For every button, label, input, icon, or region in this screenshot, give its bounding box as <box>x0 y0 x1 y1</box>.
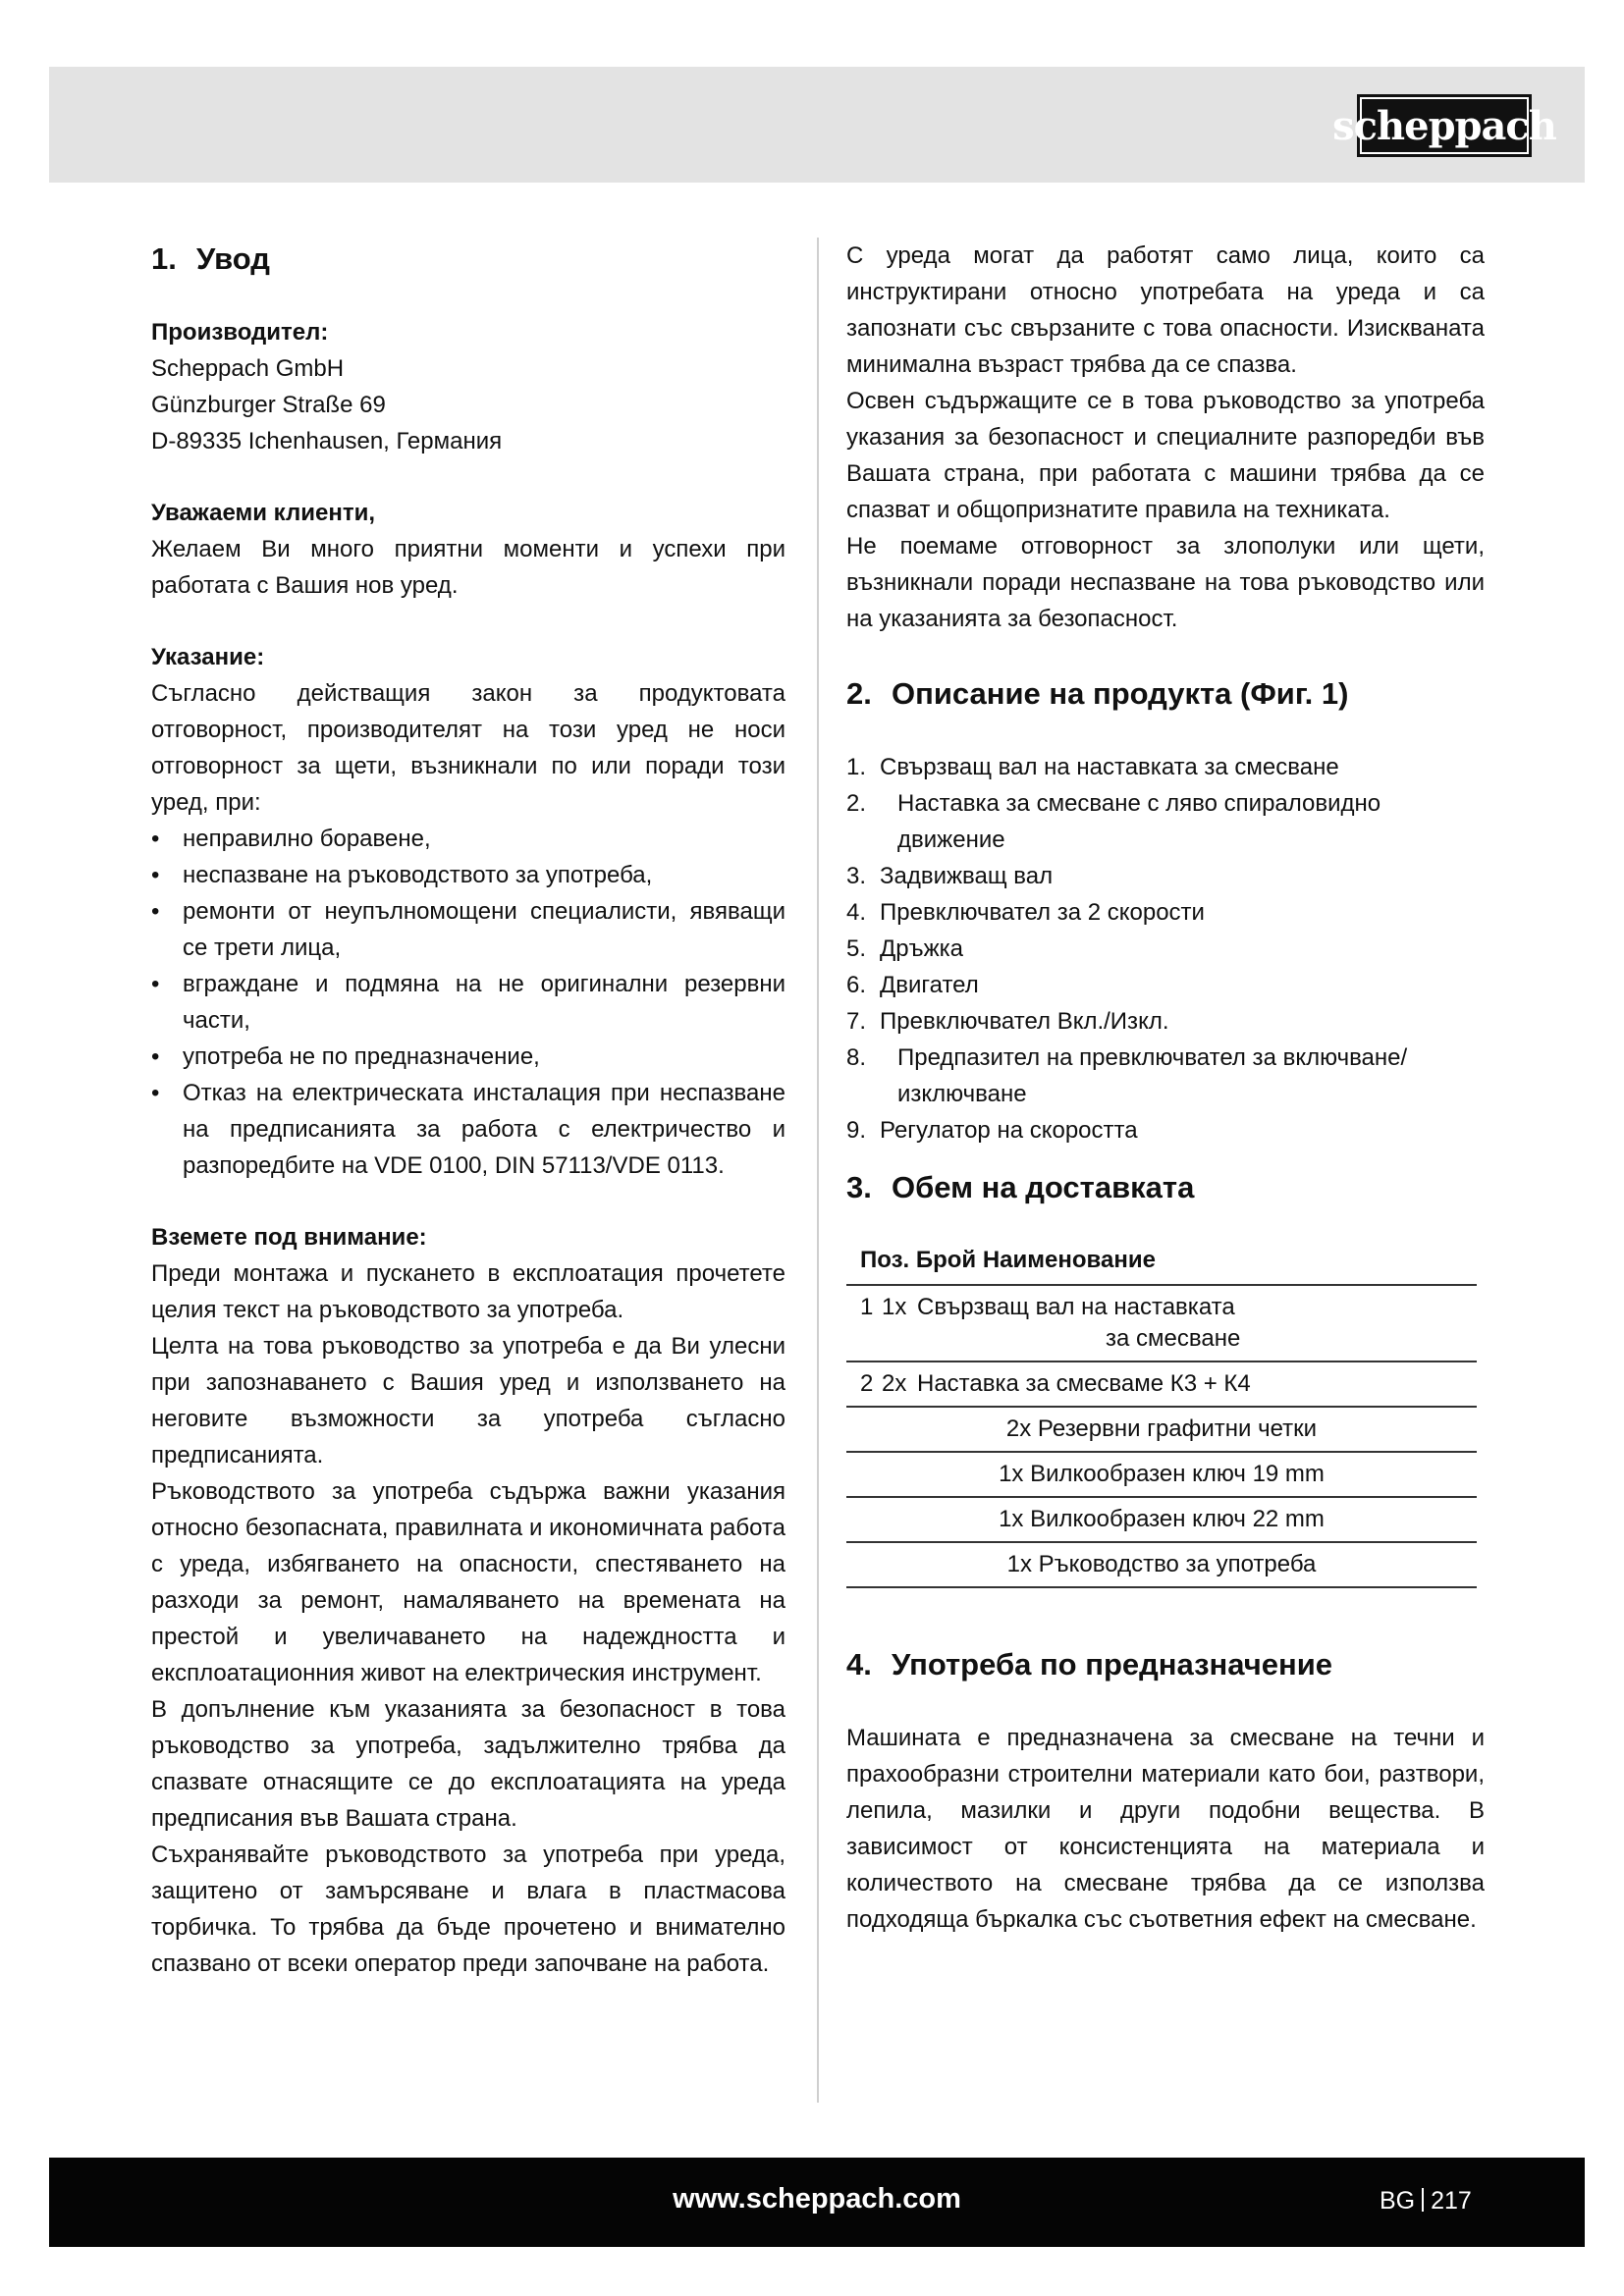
section-2-heading: 2. Описание на продукта (Фиг. 1) <box>846 676 1349 711</box>
attention-label: Вземете под внимание: <box>151 1224 427 1251</box>
language-code: BG <box>1380 2187 1416 2215</box>
table-row: 1x Ръководство за употреба <box>846 1542 1477 1587</box>
manufacturer-line: D-89335 Ichenhausen, Германия <box>151 428 503 454</box>
list-item: 6. Двигател <box>846 972 979 998</box>
section-4-heading: 4. Употреба по предназначение <box>846 1647 1333 1682</box>
list-item: 2. Наставка за смесване с ляво спираловидно движение <box>846 790 1381 853</box>
list-item: 1. Свързващ вал на наставката за смесване <box>846 754 1339 780</box>
table-row: 2 2x Наставка за смесваме К3 + К4 <box>846 1362 1477 1407</box>
list-item: 8. Предпазител на превключвател за включване/ изключване <box>846 1044 1408 1107</box>
list-item: • употреба не по предназначение, <box>151 1039 785 1075</box>
right-column <box>846 238 1485 1938</box>
page-number: 217 <box>1431 2187 1472 2215</box>
delivery-table <box>846 1243 1477 1588</box>
table-row: 2x Резервни графитни четки <box>846 1407 1477 1452</box>
left-column <box>151 238 785 1982</box>
page-indicator <box>1380 2187 1472 2216</box>
list-item: • неспазване на ръководството за употреба, <box>151 857 785 893</box>
column-divider <box>817 238 819 2103</box>
dear-customers-text: Желаем Ви много приятни моменти и успехи при работата с Вашия нов уред. <box>151 536 785 599</box>
attention-paragraph: Ръководството за употреба съдържа важни указания относно безопасната, правилната и икономичната работа с уреда, избягването на опасности, спестяването на разходи за ремонт, намаляването на времената на престой и увеличаването на надеждността и експлоатационния живот на електрическия инструмент. <box>151 1478 785 1686</box>
section-1-heading: 1. Увод <box>151 241 270 276</box>
section-3-heading: 3. Обем на доставката <box>846 1170 1195 1204</box>
note-text: Съгласно действащия закон за продуктовата отговорност, производителят на този уред не носи отговорност за щети, възникнали по или поради този уред, при: <box>151 680 785 816</box>
dear-customers-label: Уважаеми клиенти, <box>151 500 375 526</box>
note-label: Указание: <box>151 644 265 670</box>
usage-text: Машината е предназначена за смесване на течни и прахообразни строителни материали като бои, разтвори, лепила, мазилки и други подобни вещества. В зависимост от консистенцията на материала и количеството на смесване трябва да се използва подходяща бъркалка със съответния ефект на смесване. <box>846 1725 1485 1933</box>
intro-paragraph: С уреда могат да работят само лица, които са инструктирани относно употребата на уреда и са запознати със свързаните с това опасности. Изискваната минимална възраст трябва да се спазва. <box>846 242 1485 378</box>
list-item: • неправилно боравене, <box>151 821 785 857</box>
list-item: 7. Превключвател Вкл./Изкл. <box>846 1008 1169 1035</box>
list-item: 3. Задвижващ вал <box>846 863 1054 889</box>
table-header: Поз. Брой Наименование <box>846 1243 1477 1285</box>
list-item: • ремонти от неупълномощени специалисти, явяващи се трети лица, <box>151 893 785 966</box>
list-item: 9. Регулатор на скоростта <box>846 1117 1138 1144</box>
table-row: 1x Вилкообразен ключ 19 mm <box>846 1452 1477 1497</box>
attention-paragraph: Целта на това ръководство за употреба е да Ви улесни при запознаването с Вашия уред и използването на неговите възможности за употреба съгласно предписанията. <box>151 1333 785 1468</box>
table-row: 1 1x Свързващ вал на наставката за смесване <box>846 1285 1477 1362</box>
intro-paragraph: Не поемаме отговорност за злополуки или щети, възникнали поради неспазване на това ръководство или на указанията за безопасност. <box>846 533 1485 632</box>
footer-url-link[interactable]: www.scheppach.com <box>673 2183 961 2215</box>
manufacturer-line: Scheppach GmbH <box>151 355 345 382</box>
list-item: 5. Дръжка <box>846 935 964 962</box>
list-item: • вграждане и подмяна на не оригинални резервни части, <box>151 966 785 1039</box>
attention-paragraph: В допълнение към указанията за безопасност в това ръководство за употреба, задължително трябва да спазвате отнасящите се до експлоатацията на уреда предписания във Вашата страна. <box>151 1696 785 1832</box>
brand-logo: scheppach <box>1357 94 1532 157</box>
list-item: 4. Превключвател за 2 скорости <box>846 899 1205 926</box>
attention-paragraph: Преди монтажа и пускането в експлоатация прочетете целия текст на ръководството за употреба. <box>151 1260 785 1323</box>
manufacturer-label: Производител: <box>151 319 329 346</box>
liability-list <box>151 821 785 1184</box>
manufacturer-line: Günzburger Straße 69 <box>151 392 386 418</box>
parts-list <box>846 749 1485 1148</box>
list-item: • Отказ на електрическата инсталация при неспазване на предписанията за работа с електричество и разпоредбите на VDE 0100, DIN 57113/VDE 0113. <box>151 1075 785 1184</box>
intro-paragraph: Освен съдържащите се в това ръководство за употреба указания за безопасност и специалните разпоредби във Вашата страна, при работата с машини трябва да се спазват и общопризнатите правила на техниката. <box>846 388 1485 523</box>
attention-paragraph: Съхранявайте ръководството за употреба при уреда, защитено от замърсяване и влага в пластмасова торбичка. То трябва да бъде прочетено и внимателно спазвано от всеки оператор преди започване на работа. <box>151 1842 785 1977</box>
table-row: 1x Вилкообразен ключ 22 mm <box>846 1497 1477 1542</box>
